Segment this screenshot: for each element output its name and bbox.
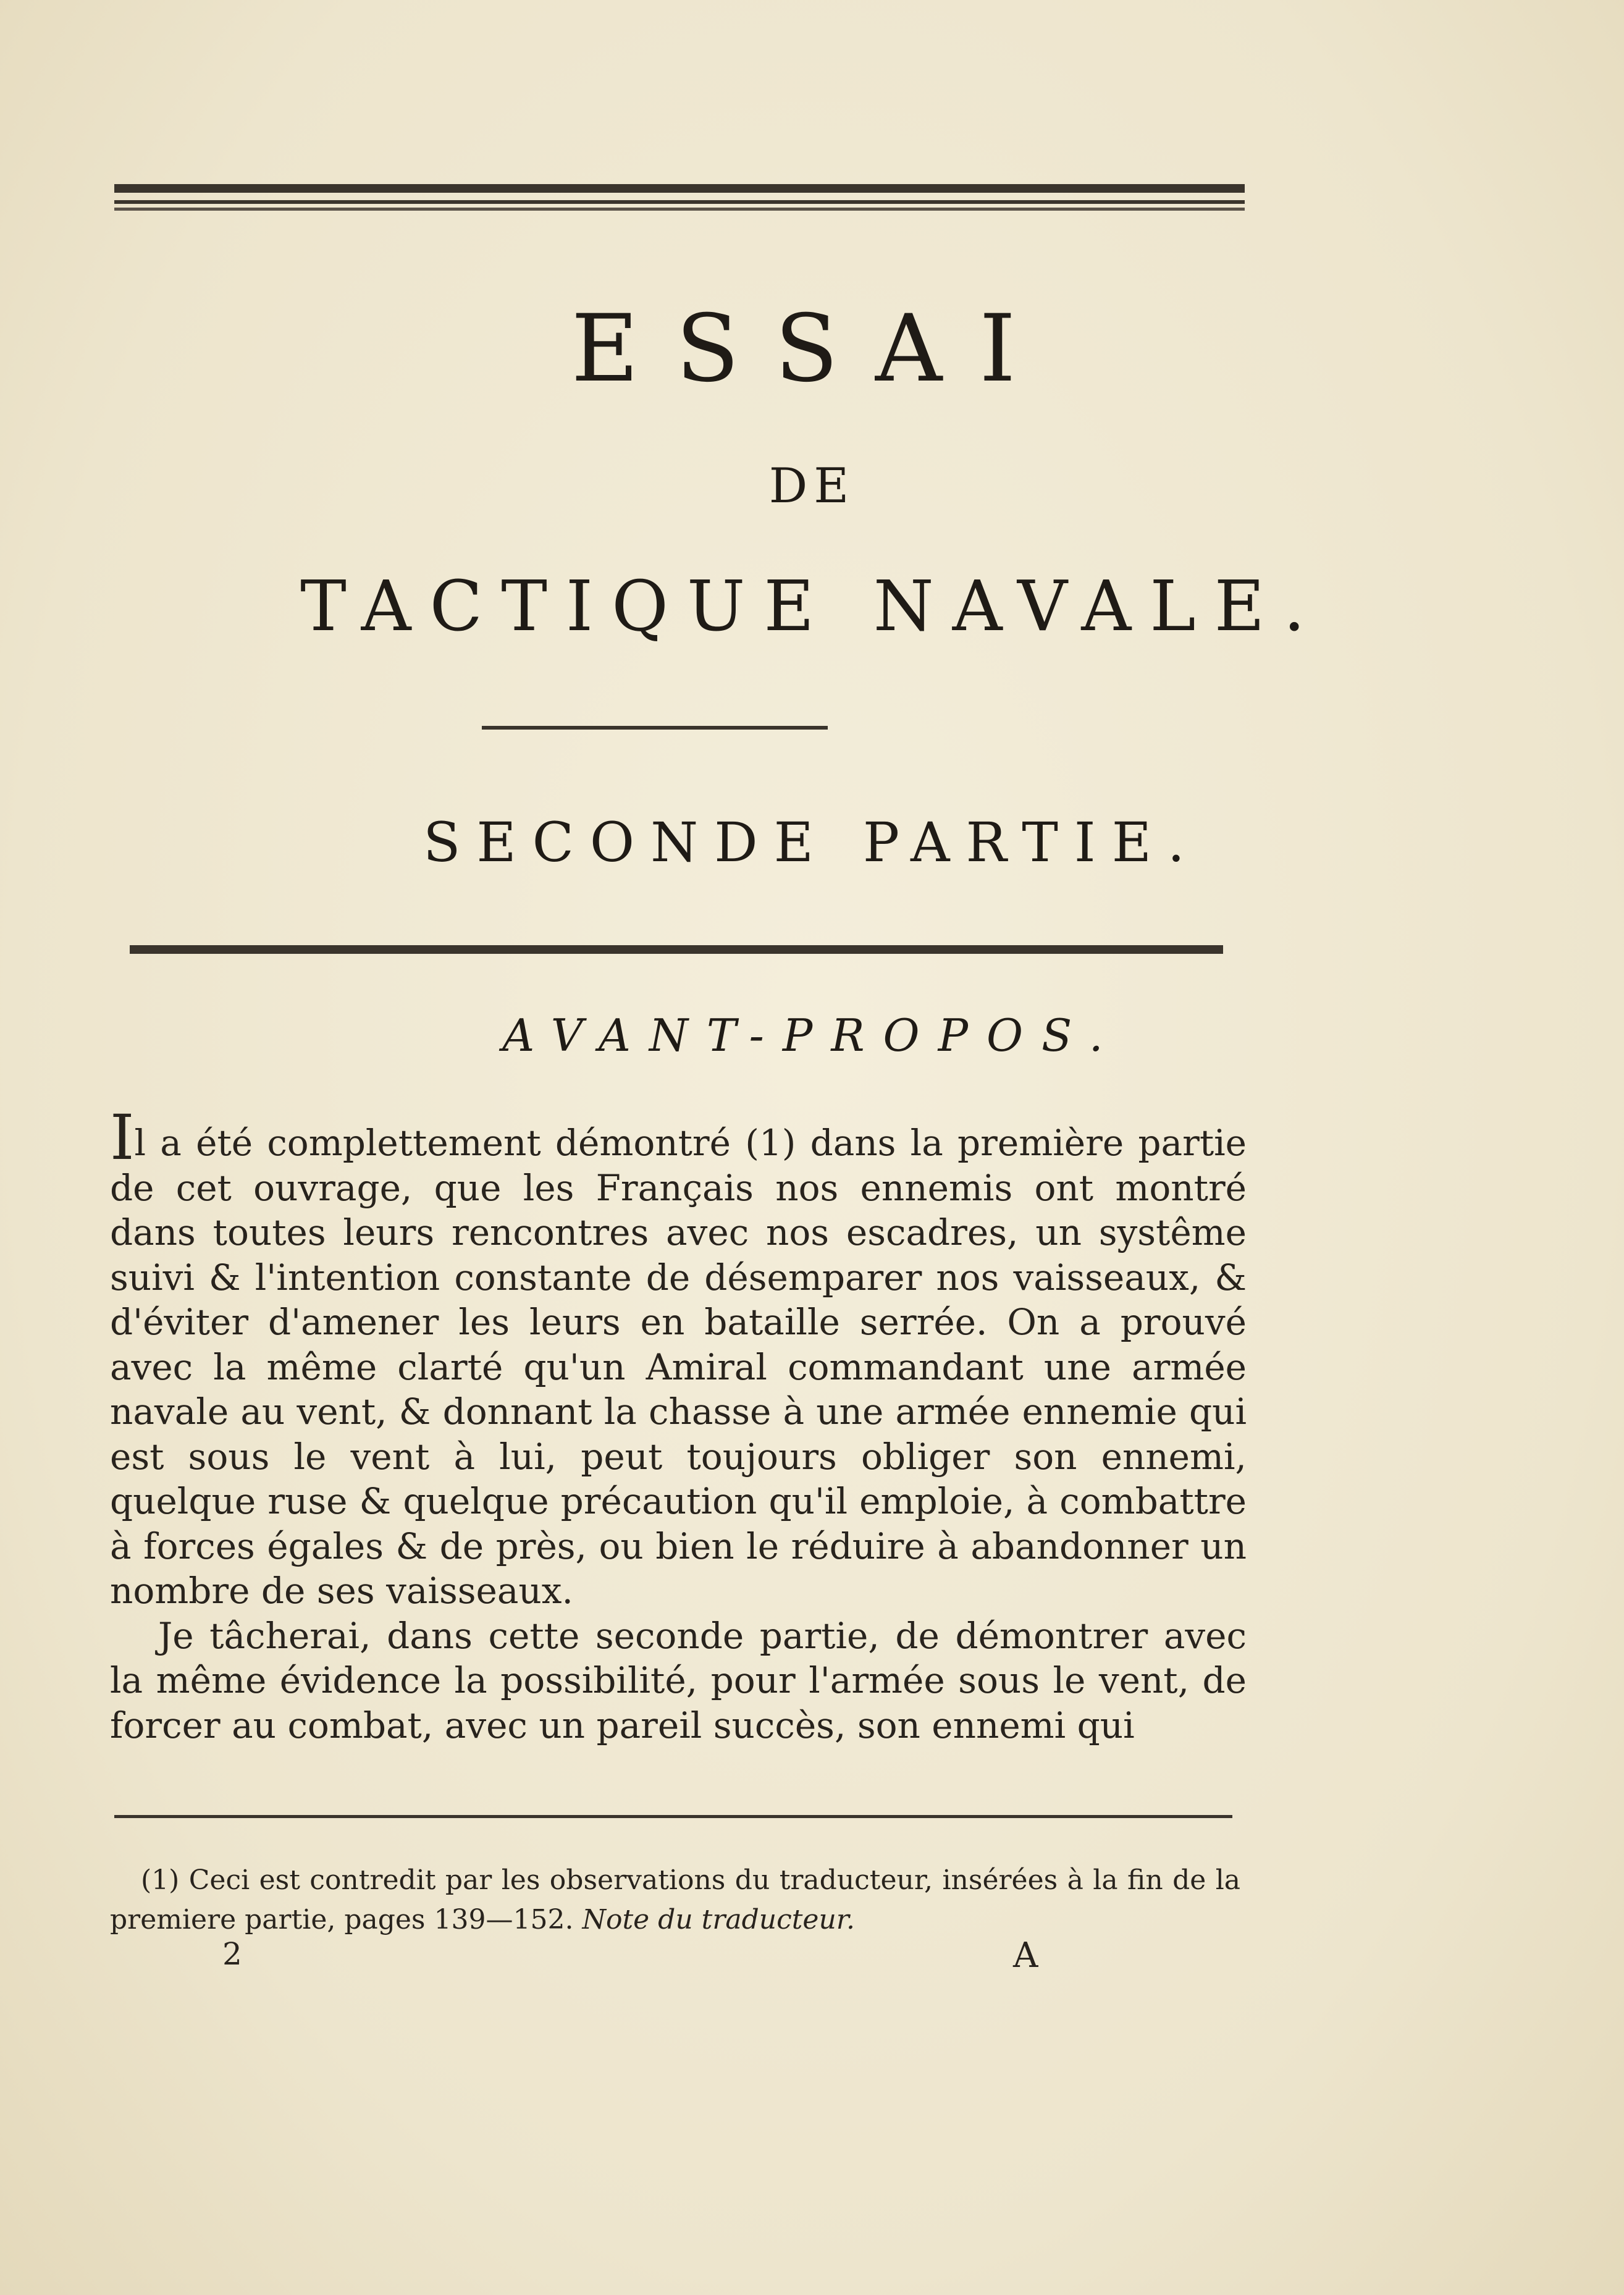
- footnote-rule: [114, 1815, 1232, 1818]
- title-subject: TACTIQUE NAVALE.: [300, 566, 1324, 647]
- footnote-text: (1) Ceci est contredit par les observations du traducteur, insérées à la fin de la premiere partie, pages 139—152.: [110, 1864, 1240, 1935]
- section-rule: [130, 945, 1223, 954]
- signature-number: 2: [222, 1936, 242, 1972]
- part-title: SECONDE PARTIE.: [423, 811, 1201, 874]
- title-divider: [482, 726, 828, 730]
- footnote-note: Note du traducteur.: [582, 1904, 855, 1935]
- footnote: [110, 1861, 1240, 1940]
- drop-cap: I: [110, 1101, 135, 1174]
- title-main: ESSAI: [571, 295, 1053, 403]
- top-double-rule: [114, 184, 1245, 213]
- paragraph-2: Je tâcherai, dans cette seconde partie, de démontrer avec la même évidence la possibilité, pour l'armée sous le vent, de forcer au combat, avec un pareil succès, son ennemi qui: [110, 1614, 1247, 1746]
- body-text: [110, 1101, 1247, 1748]
- title-connector: DE: [768, 458, 856, 514]
- paragraph-1-text: l a été complettement démontré (1) dans la première partie de cet ouvrage, que les Français nos ennemis ont montré dans toutes leurs rencontres avec nos escadres, un systême suivi & l'intention constante de désemparer nos vaisseaux, & d'éviter d'amener les leurs en bataille serrée. On a prouvé avec la même clarté qu'un Amiral commandant une armée navale au vent, & donnant la chasse à une armée ennemie qui est sous le vent à lui, peut toujours obliger son ennemi, quelque ruse & quelque précaution qu'il emploie, à combattre à forces égales & de près, ou bien le réduire à abandonner un nombre de ses vaisseaux.: [110, 1122, 1247, 1612]
- signature-letter: A: [1013, 1935, 1038, 1976]
- section-heading: AVANT-PROPOS.: [502, 1009, 1122, 1061]
- paragraph-1: [110, 1101, 1247, 1614]
